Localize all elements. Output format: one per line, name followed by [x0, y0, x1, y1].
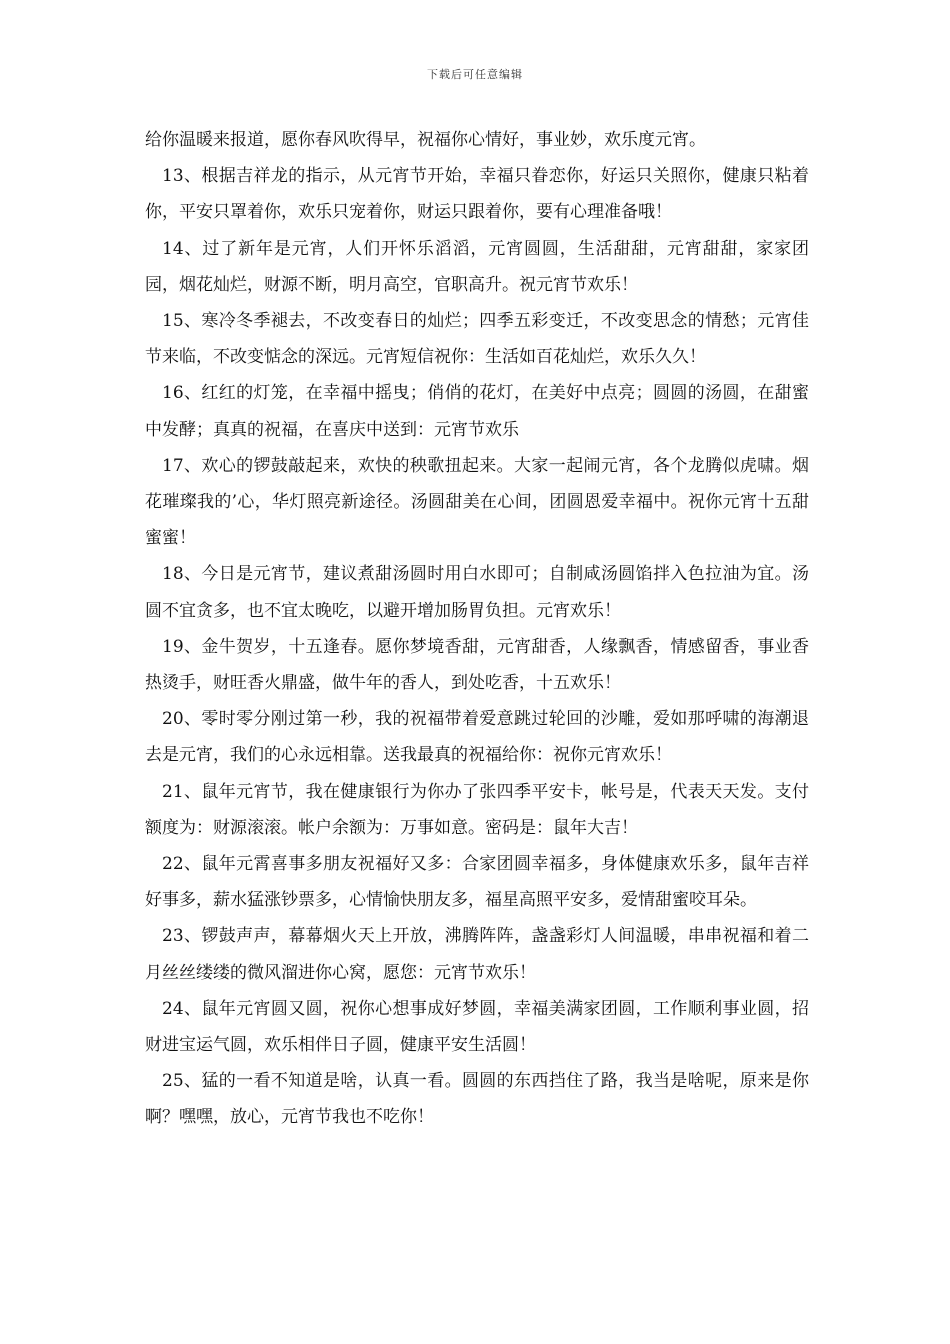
paragraph: 给你温暖来报道，愿你春风吹得早，祝福你心情好，事业妙，欢乐度元宵。 [145, 130, 706, 150]
paragraph: 17、欢心的锣鼓敲起来，欢快的秧歌扭起来。大家一起闹元宵，各个龙腾似虎啸。烟花璀璨我的’心，华灯照亮新途径。汤圆甜美在心间，团圆恩爱幸福中。祝你元宵十五甜蜜蜜！ [145, 455, 809, 549]
document-body [145, 122, 809, 1136]
page-header: 下载后可任意编辑 [427, 68, 523, 81]
paragraph: 15、寒冷冬季褪去，不改变春日的灿烂；四季五彩变迁，不改变思念的情愁；元宵佳节来临，不改变惦念的深远。元宵短信祝你：生活如百花灿烂，欢乐久久！ [145, 311, 809, 368]
paragraph: 16、红红的灯笼，在幸福中摇曳；俏俏的花灯，在美好中点亮；圆圆的汤圆，在甜蜜中发酵；真真的祝福，在喜庆中送到：元宵节欢乐 [145, 383, 809, 440]
paragraph: 18、今日是元宵节，建议煮甜汤圆时用白水即可；自制咸汤圆馅拌入色拉油为宜。汤圆不宜贪多，也不宜太晚吃，以避开增加肠胃负担。元宵欢乐！ [145, 564, 809, 621]
paragraph: 14、过了新年是元宵，人们开怀乐滔滔，元宵圆圆，生活甜甜，元宵甜甜，家家团园，烟花灿烂，财源不断，明月高空，官职高升。祝元宵节欢乐！ [145, 238, 809, 295]
paragraph: 23、锣鼓声声，幕幕烟火天上开放，沸腾阵阵，盏盏彩灯人间温暖，串串祝福和着二月丝丝缕缕的微风溜进你心窝，愿您：元宵节欢乐！ [145, 926, 809, 983]
paragraph: 13、根据吉祥龙的指示，从元宵节开始，幸福只眷恋你，好运只关照你，健康只粘着你，平安只罩着你，欢乐只宠着你，财运只跟着你，要有心理准备哦！ [145, 166, 809, 223]
paragraph: 19、金牛贺岁，十五逢春。愿你梦境香甜，元宵甜香，人缘飘香，情感留香，事业香热烫手，财旺香火鼎盛，做牛年的香人，到处吃香，十五欢乐！ [145, 636, 809, 694]
paragraph: 24、鼠年元宵圆又圆，祝你心想事成好梦圆，幸福美满家团圆，工作顺利事业圆，招财进宝运气圆，欢乐相伴日子圆，健康平安生活圆！ [145, 998, 809, 1056]
paragraph: 25、猛的一看不知道是啥，认真一看。圆圆的东西挡住了路，我当是啥呢，原来是你啊？嘿嘿，放心，元宵节我也不吃你！ [145, 1071, 809, 1128]
paragraph: 21、鼠年元宵节，我在健康银行为你办了张四季平安卡，帐号是，代表天天发。支付额度为：财源滚滚。帐户余额为：万事如意。密码是：鼠年大吉！ [145, 781, 809, 838]
paragraph: 20、零时零分刚过第一秒，我的祝福带着爱意跳过轮回的沙雕，爱如那呼啸的海潮退去是元宵，我们的心永远相靠。送我最真的祝福给你：祝你元宵欢乐！ [145, 709, 809, 766]
paragraph: 22、鼠年元霄喜事多朋友祝福好又多：合家团圆幸福多，身体健康欢乐多，鼠年吉祥好事多，薪水猛涨钞票多，心情愉快朋友多，福星高照平安多，爱情甜蜜咬耳朵。 [145, 854, 809, 911]
